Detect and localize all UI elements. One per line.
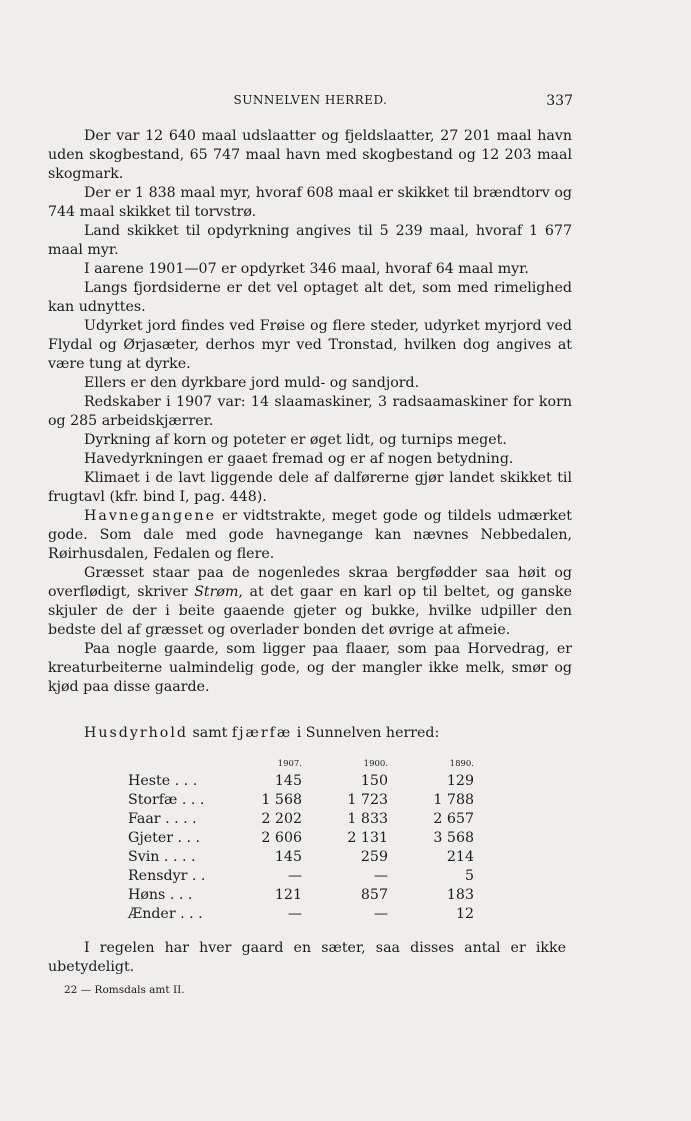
spaced-term: Havnegangene [84,508,217,524]
page-number: 337 [546,93,573,109]
count-1907: 145 [274,772,302,789]
count-1907: 2 606 [261,829,302,846]
count-1890: 214 [446,848,474,865]
count-1907: 2 202 [261,810,302,827]
paragraph: I aarene 1901—07 er opdyrket 346 maal, hvoraf 64 maal myr. [84,261,529,277]
heading-text: i Sunnelven herred: [292,725,440,741]
count-1907: 121 [274,886,302,903]
paragraph-havnegangene [48,507,572,564]
table-header-row [128,752,474,771]
paragraph: Redskaber i 1907 var: 14 slaamaskiner, 3 radsaamaskiner for korn og 285 arbeidskjærrer. [48,394,572,429]
count-1890: 183 [446,886,474,903]
count-1890: 2 657 [433,810,474,827]
paragraph: I regelen har hver gaard en sæter, saa disses antal er ikke ubetydeligt. [48,940,566,975]
count-1907: 1 568 [261,791,302,808]
count-1890: 129 [446,772,474,789]
animal-label: Ænder . . . [128,905,203,922]
year-header: 1907. [277,759,302,769]
table-row [128,866,474,885]
running-head: SUNNELVEN HERRED. [233,93,388,107]
paragraph: Der var 12 640 maal udslaatter og fjeldslaatter, 27 201 maal havn uden skogbestand, 65 747 maal havn med skogbestand og 12 203 maal skogmark. [48,128,572,182]
animal-label: Høns . . . [128,886,193,903]
italic-name: Strøm [194,584,239,600]
paragraph: Der er 1 838 maal myr, hvoraf 608 maal er skikket til brændtorv og 744 maal skikket til torvstrø. [48,185,572,220]
paragraph: Dyrkning af korn og poteter er øget lidt, og turnips meget. [84,432,507,448]
paragraph: Ellers er den dyrkbare jord muld- og sandjord. [84,375,420,391]
count-1900: — [373,867,388,884]
count-1890: 12 [455,905,474,922]
page-header [48,93,573,111]
paragraph-text: er vidtstrakte, meget gode og tildels udmærket gode. Som dale med gode havnegange kan nævnes Nebbedalen, Røirhusdalen, Fedalen og flere. [48,508,572,562]
paragraph-text: , at det gaar en karl op til beltet, og ganske skjuler de der i beite gaaende gjeter og bukke, hvilke udpiller den bedste del af græsset og overlader bonden det øvrige at afmeie. [48,584,573,638]
count-1900: 1 723 [347,791,388,808]
paragraph: Paa nogle gaarde, som ligger paa flaaer, som paa Horvedrag, er kreaturbeiterne ualmindelig gode, og der mangler ikke melk, smør og kjød paa disse gaarde. [48,641,572,695]
paragraph-text: Græsset staar paa de nogenledes skraa bergfødder saa høit og overflødigt, skriver [48,565,572,600]
animal-label: Heste . . . [128,772,198,789]
year-header: 1890. [449,759,474,769]
animal-label: Storfæ . . . [128,791,205,808]
paragraph: Havedyrkningen er gaaet fremad og er af nogen betydning. [84,451,514,467]
heading-text: samt [187,725,232,741]
count-1890: 5 [464,867,474,884]
paragraph: Land skikket til opdyrkning angives til 5 239 maal, hvoraf 1 677 maal myr. [48,223,572,258]
paragraph: Langs fjordsiderne er det vel optaget alt det, som med rimelighed kan udnyttes. [48,280,572,315]
table-row [128,771,474,790]
table-row [128,904,474,923]
animal-label: Gjeter . . . [128,829,201,846]
count-1907: 145 [274,848,302,865]
year-header: 1900. [363,759,388,769]
count-1900: 1 833 [347,810,388,827]
paragraph: Klimaet i de lavt liggende dele af dalførerne gjør landet skikket til frugtavl (kfr. bind I, pag. 448). [48,470,572,505]
livestock-heading [84,725,488,741]
animal-label: Svin . . . . [128,848,196,865]
count-1907: — [287,867,302,884]
table-corner [128,752,256,771]
count-1900: 150 [360,772,388,789]
paragraph-grasset [48,564,572,640]
table-row [128,828,474,847]
count-1890: 3 568 [433,829,474,846]
body-text [48,127,572,697]
heading-term: Husdyrhold [84,725,188,741]
count-1890: 1 788 [433,791,474,808]
closing-text [48,939,566,977]
livestock-table [128,752,474,923]
table-row [128,790,474,809]
table-row [128,847,474,866]
count-1907: — [287,905,302,922]
count-1900: 2 131 [347,829,388,846]
animal-label: Faar . . . . [128,810,197,827]
heading-term: fjærfæ [231,725,293,741]
animal-label: Rensdyr . . [128,867,206,884]
count-1900: — [373,905,388,922]
count-1900: 259 [360,848,388,865]
count-1900: 857 [360,886,388,903]
table-row [128,885,474,904]
table-row [128,809,474,828]
paragraph: Udyrket jord findes ved Frøise og flere steder, udyrket myrjord ved Flydal og Ørjasæter, derhos myr ved Tronstad, hvilken dog angives at være tung at dyrke. [48,318,572,372]
signature-mark: 22 — Romsdals amt II. [64,984,185,996]
